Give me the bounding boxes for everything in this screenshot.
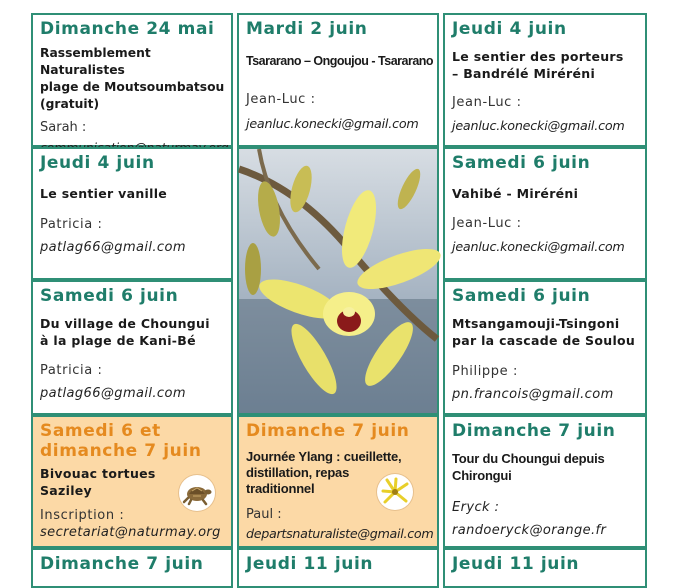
event-title: Journée Ylang : cueillette, distillation, repas traditionnel <box>246 449 402 496</box>
event-email[interactable]: departsnaturaliste@gmail.com <box>246 526 434 541</box>
event-title: Le sentier vanille <box>40 186 168 201</box>
event-date: Samedi 6 juin <box>452 153 591 173</box>
event-card-jeudi-11-juin-mid <box>237 548 439 588</box>
event-card-mardi-2-juin <box>237 13 439 147</box>
event-contact: Jean-Luc : <box>246 92 316 107</box>
event-contact: Patricia : <box>40 217 103 232</box>
event-email[interactable]: pn.francois@gmail.com <box>452 387 614 402</box>
event-title: Du village de Choungui à la plage de Kani-Bé <box>40 316 210 348</box>
event-email[interactable]: patlag66@gmail.com <box>40 386 186 401</box>
event-contact: Sarah : <box>40 120 87 135</box>
event-title: Vahibé - Miréréni <box>452 186 579 201</box>
event-email[interactable]: jeanluc.konecki@gmail.com <box>452 118 625 133</box>
event-date: Dimanche 7 juin <box>40 554 204 574</box>
event-date: Samedi 6 et dimanche 7 juin <box>40 421 202 461</box>
event-date: Samedi 6 juin <box>452 286 591 306</box>
event-card-vahibe <box>443 147 647 280</box>
event-card-dimanche-24-mai <box>31 13 233 147</box>
event-card-jeudi-11-juin-right <box>443 548 647 588</box>
event-card-journee-ylang <box>237 415 439 548</box>
event-card-dimanche-7-juin-bottom <box>31 548 233 588</box>
ylang-flower-icon <box>377 474 413 510</box>
event-card-bivouac-tortues <box>31 415 233 548</box>
event-card-tour-choungui <box>443 415 647 548</box>
event-contact: Eryck : <box>452 500 500 515</box>
event-date: Jeudi 4 juin <box>40 153 155 173</box>
event-date: Jeudi 4 juin <box>452 19 567 39</box>
event-card-sentier-porteurs <box>443 13 647 147</box>
event-card-jeudi-4-juin-vanille <box>31 147 233 280</box>
event-title: Bivouac tortues Saziley <box>40 466 156 498</box>
event-title: Mtsangamouji-Tsingoni par la cascade de Soulou <box>452 316 636 348</box>
event-date: Dimanche 24 mai <box>40 19 215 39</box>
event-date: Mardi 2 juin <box>246 19 368 39</box>
vanilla-orchid-photo <box>237 147 439 415</box>
event-date: Jeudi 11 juin <box>452 554 580 574</box>
event-card-mtsangamouji <box>443 280 647 415</box>
event-email[interactable]: jeanluc.konecki@gmail.com <box>246 116 419 131</box>
event-contact: Jean-Luc : <box>452 216 522 231</box>
turtle-icon <box>179 475 215 511</box>
event-contact: Patricia : <box>40 363 103 378</box>
event-title: Tsararano – Ongoujou - Tsararano <box>246 54 434 68</box>
event-date: Samedi 6 juin <box>40 286 179 306</box>
event-contact: Jean-Luc : <box>452 95 522 110</box>
event-contact: Philippe : <box>452 364 518 379</box>
event-email[interactable]: patlag66@gmail.com <box>40 240 186 255</box>
event-title: Le sentier des porteurs – Bandrélé Miréréni <box>452 49 624 81</box>
event-contact: Paul : <box>246 507 282 522</box>
event-title: Tour du Choungui depuis Chirongui <box>452 451 605 483</box>
event-email[interactable]: secretariat@naturmay.org <box>40 525 221 540</box>
event-card-samedi-6-juin-choungui <box>31 280 233 415</box>
event-date: Dimanche 7 juin <box>452 421 616 441</box>
event-date: Jeudi 11 juin <box>246 554 374 574</box>
event-email[interactable]: jeanluc.konecki@gmail.com <box>452 239 625 254</box>
event-title: Rassemblement Naturalistes plage de Moutsoumbatsou (gratuit) <box>40 46 225 111</box>
event-contact: Inscription : <box>40 508 125 523</box>
event-date: Dimanche 7 juin <box>246 421 410 441</box>
event-email[interactable]: randoeryck@orange.fr <box>452 523 607 538</box>
